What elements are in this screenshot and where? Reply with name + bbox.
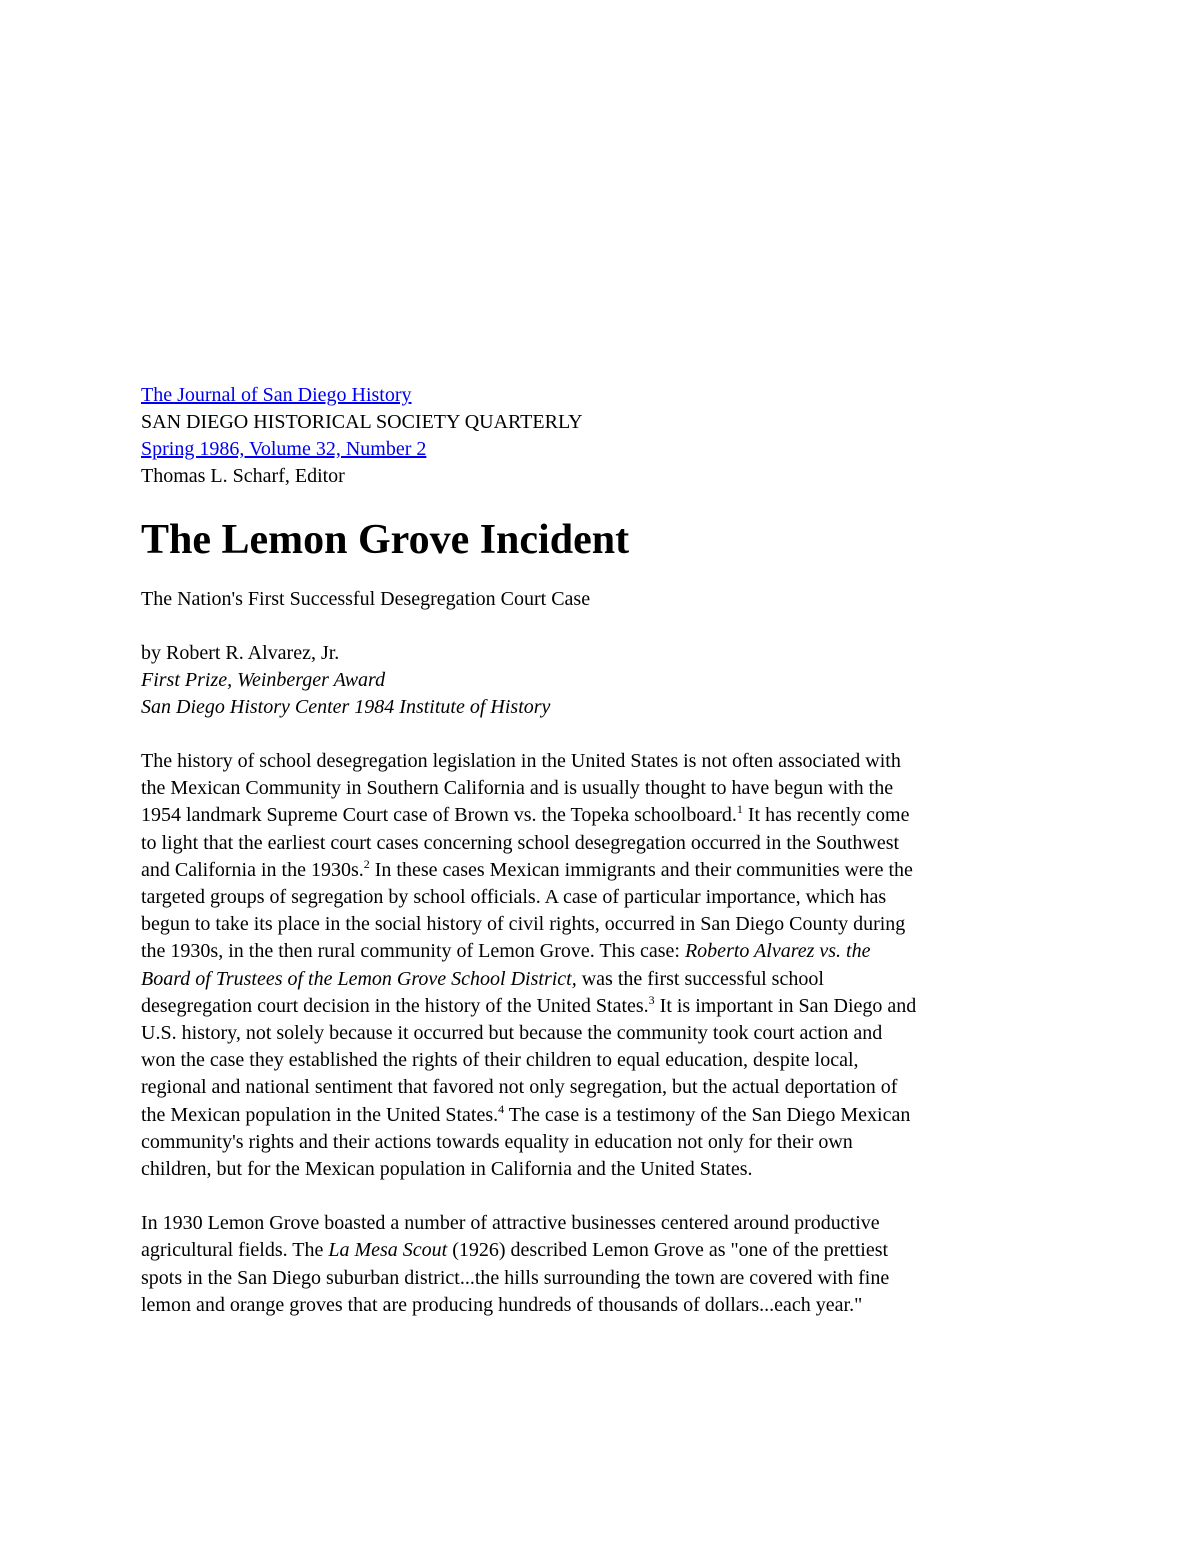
text-run: It is important in San Diego and	[654, 994, 917, 1017]
paragraph-line: The history of school desegregation legislation in the United States is not often associated with	[141, 750, 901, 772]
case-name: Board of Trustees of the Lemon Grove School District,	[141, 967, 577, 990]
footnote-ref-1[interactable]: 1	[736, 802, 743, 817]
paragraph-line: lemon and orange groves that are producing hundreds of thousands of dollars...each year."	[141, 1293, 863, 1316]
paragraph-line	[141, 1102, 1061, 1129]
document-page	[141, 382, 1061, 1319]
paragraph-line	[141, 966, 1061, 993]
paragraph-line: the Mexican Community in Southern California and is usually thought to have begun with the	[141, 777, 894, 800]
text-run: desegregation court decision in the history of the United States.	[141, 994, 649, 1017]
institute: San Diego History Center 1984 Institute of History	[141, 696, 551, 718]
text-run: and California in the 1930s.	[141, 858, 364, 881]
paragraph-line	[141, 802, 1061, 829]
footnote-ref-2[interactable]: 2	[363, 856, 370, 871]
society-name: SAN DIEGO HISTORICAL SOCIETY QUARTERLY	[141, 411, 583, 433]
paragraph-line: begun to take its place in the social history of civil rights, occurred in San Diego County during	[141, 913, 906, 936]
article-title: The Lemon Grove Incident	[141, 517, 630, 563]
byline	[141, 640, 1061, 721]
issue-link[interactable]: Spring 1986, Volume 32, Number 2	[141, 438, 427, 460]
editor-credit: Thomas L. Scharf, Editor	[141, 465, 345, 487]
paragraph-line: won the case they established the rights of their children to equal education, despite local,	[141, 1049, 859, 1072]
award: First Prize, Weinberger Award	[141, 669, 386, 691]
paragraph-line: spots in the San Diego suburban district...the hills surrounding the town are covered with fine	[141, 1266, 890, 1289]
text-run: the Mexican population in the United States.	[141, 1103, 499, 1126]
paragraph-line: to light that the earliest court cases concerning school desegregation occurred in the Southwest	[141, 831, 900, 854]
text-run: agricultural fields. The	[141, 1239, 329, 1262]
text-run: (1926) described Lemon Grove as "one of the prettiest	[447, 1239, 889, 1262]
paragraph-line: In 1930 Lemon Grove boasted a number of attractive businesses centered around productive	[141, 1212, 880, 1235]
paragraph-line	[141, 1237, 1061, 1264]
text-run: The case is a testimony of the San Diego Mexican	[504, 1103, 911, 1126]
footnote-ref-4[interactable]: 4	[498, 1101, 505, 1116]
publication-name: La Mesa Scout	[328, 1239, 448, 1262]
paragraph-line: community's rights and their actions towards equality in education not only for their own	[141, 1130, 853, 1153]
paragraph-lemon-grove	[141, 1210, 1061, 1319]
paragraph-line: targeted groups of segregation by school officials. A case of particular importance, which has	[141, 886, 887, 909]
paragraph-line	[141, 857, 1061, 884]
paragraph-line: children, but for the Mexican population in California and the United States.	[141, 1158, 753, 1181]
paragraph-line: U.S. history, not solely because it occurred but because the community took court action and	[141, 1022, 883, 1045]
footnote-ref-3[interactable]: 3	[648, 992, 655, 1007]
paragraph-line	[141, 993, 1061, 1020]
case-name: Roberto Alvarez vs. the	[684, 940, 871, 963]
text-run: It has recently come	[742, 804, 910, 827]
text-run: was the first successful school	[576, 967, 824, 990]
paragraph-line	[141, 938, 1061, 965]
journal-link[interactable]: The Journal of San Diego History	[141, 384, 412, 406]
paragraph-line: regional and national sentiment that favored not only segregation, but the actual deportation of	[141, 1076, 898, 1099]
masthead	[141, 382, 1061, 490]
text-run: 1954 landmark Supreme Court case of Brown vs. the Topeka schoolboard.	[141, 804, 737, 827]
paragraph-intro	[141, 748, 1061, 1183]
text-run: the 1930s, in the then rural community of Lemon Grove. This case:	[141, 940, 685, 963]
text-run: In these cases Mexican immigrants and their communities were the	[369, 858, 913, 881]
article-subtitle: The Nation's First Successful Desegregation Court Case	[141, 588, 591, 610]
author: by Robert R. Alvarez, Jr.	[141, 642, 340, 664]
